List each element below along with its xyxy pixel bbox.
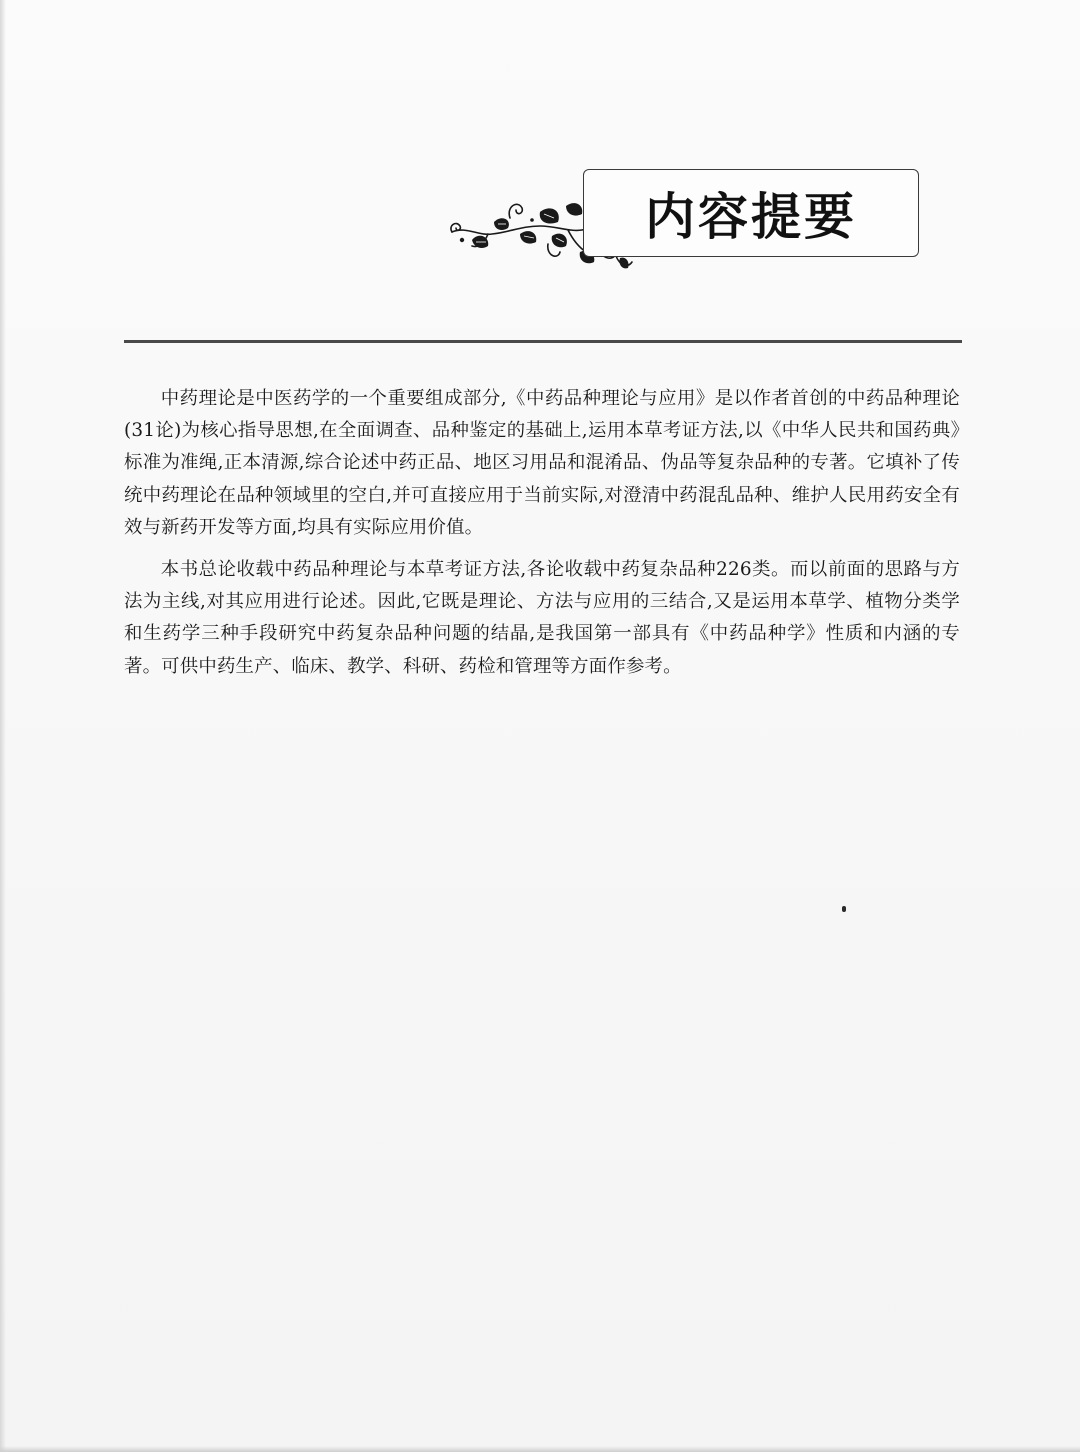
page-title: 内容提要 [645,188,857,246]
body-text [124,383,960,683]
scan-speck [842,906,846,912]
scan-edge-bottom [0,1446,1080,1452]
paragraph-1: 中药理论是中医药学的一个重要组成部分,《中药品种理论与应用》是以作者首创的中药品种理论(31论)为核心指导思想,在全面调查、品种鉴定的基础上,运用本草考证方法,以《中华人民共和国药典》标准为准绳,正本清源,综合论述中药正品、地区习用品和混淆品、伪品等复杂品种的专著。它填补了传统中药理论在品种领域里的空白,并可直接应用于当前实际,对澄清中药混乱品种、维护人民用药安全有效与新药开发等方面,均具有实际应用价值。 [124,388,960,538]
paragraph-2: 本书总论收载中药品种理论与本草考证方法,各论收载中药复杂品种226类。而以前面的思路与方法为主线,对其应用进行论述。因此,它既是理论、方法与应用的三结合,又是运用本草学、植物分类学和生药学三种手段研究中药复杂品种问题的结晶,是我国第一部具有《中药品种学》性质和内涵的专著。可供中药生产、临床、教学、科研、药检和管理等方面作参考。 [124,559,960,677]
horizontal-rule [124,340,962,343]
scan-edge-left [0,0,6,1452]
title-box [583,169,919,257]
